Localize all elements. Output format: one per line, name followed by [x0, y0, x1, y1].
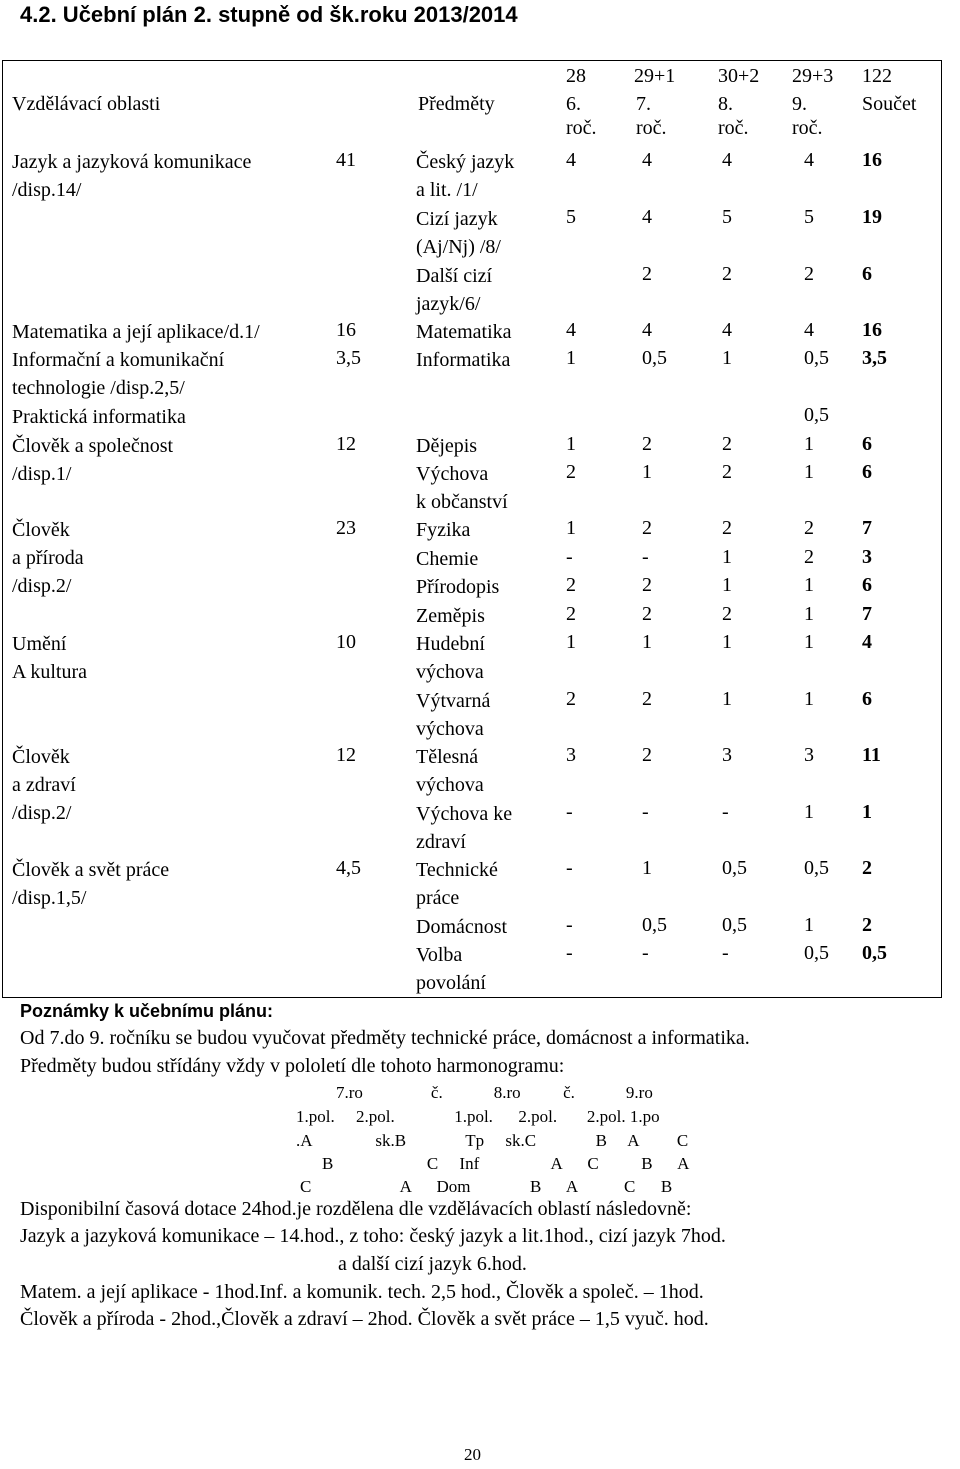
- notes-line-1: Od 7.do 9. ročníku se budou vyučovat předměty technické práce, domácnost a informatika.: [20, 1027, 750, 1049]
- grade-hours: 0,5: [642, 347, 667, 369]
- grade-hours: 0,5: [804, 347, 829, 369]
- notes-line-6: Matem. a její aplikace - 1hod.Inf. a komunik. tech. 2,5 hod., Člověk a společ. – 1hod.: [20, 1281, 704, 1303]
- header-grade: 9. roč.: [792, 93, 823, 139]
- grade-hours: 2: [642, 574, 652, 596]
- grade-hours: 1: [804, 801, 814, 823]
- subject-sum: 16: [862, 149, 882, 171]
- grade-hours: 2: [722, 517, 732, 539]
- grade-hours: 4: [642, 319, 652, 341]
- grade-hours: 2: [722, 263, 732, 285]
- subject-name: Dějepis: [416, 435, 478, 457]
- header-grade: 6. roč.: [566, 93, 597, 139]
- grade-hours: 2: [642, 688, 652, 710]
- notes-line-2: Předměty budou střídány vždy v pololetí dle tohoto harmonogramu:: [20, 1055, 565, 1077]
- subject-name: Volba povolání: [416, 944, 486, 994]
- area-name: Informační a komunikační technologie /disp.2,5/: [12, 349, 225, 399]
- subject-name: Chemie: [416, 548, 479, 570]
- schedule-line: 1.pol. 2.pol. 1.pol. 2.pol. 2.pol. 1.po: [296, 1107, 660, 1126]
- grade-hours: 2: [642, 263, 652, 285]
- subject-name: Výtvarná výchova: [416, 690, 491, 740]
- grade-hours: 1: [804, 631, 814, 653]
- grade-hours: 2: [566, 688, 576, 710]
- subject-sum: 6: [862, 574, 872, 596]
- grade-hours: -: [722, 942, 729, 964]
- area-hours: 12: [336, 744, 356, 766]
- subject-name: Tělesná výchova: [416, 746, 484, 796]
- grade-hours: 1: [566, 433, 576, 455]
- notes-line-5: a další cizí jazyk 6.hod.: [338, 1253, 527, 1275]
- subject-name: Technické práce: [416, 859, 498, 909]
- area-name: Člověk a zdraví /disp.2/: [12, 746, 76, 824]
- grade-hours: 2: [642, 517, 652, 539]
- grade-hours: 2: [722, 433, 732, 455]
- subject-name: Fyzika: [416, 519, 471, 541]
- subject-sum: 7: [862, 603, 872, 625]
- grade-hours: 0,5: [804, 942, 829, 964]
- grade-hours: -: [642, 942, 649, 964]
- grade-hours: 4: [566, 149, 576, 171]
- header-total: 28: [566, 65, 586, 87]
- grade-hours: 0,5: [722, 857, 747, 879]
- subject-name: Další cizí jazyk/6/: [416, 265, 493, 315]
- grade-hours: 2: [804, 546, 814, 568]
- grade-hours: 4: [722, 319, 732, 341]
- area-hours: 4,5: [336, 857, 361, 879]
- subject-sum: 0,5: [862, 942, 887, 964]
- grade-hours: 4: [804, 149, 814, 171]
- subject-name: Hudební výchova: [416, 633, 485, 683]
- grade-hours: -: [722, 801, 729, 823]
- area-name: Člověk a svět práce /disp.1,5/: [12, 859, 170, 909]
- subject-sum: 7: [862, 517, 872, 539]
- header-total: 122: [862, 65, 892, 87]
- area-name: Matematika a její aplikace/d.1/: [12, 321, 260, 343]
- area-hours: 10: [336, 631, 356, 653]
- grade-hours: 2: [722, 461, 732, 483]
- header-total: 29+1: [634, 65, 676, 87]
- grade-hours: 2: [722, 603, 732, 625]
- subject-name: Matematika: [416, 321, 512, 343]
- schedule-line: 7.ro č. 8.ro č. 9.ro: [336, 1083, 653, 1102]
- grade-hours: 0,5: [722, 914, 747, 936]
- grade-hours: 1: [804, 603, 814, 625]
- subject-sum: 2: [862, 857, 872, 879]
- notes-line-7: Člověk a příroda - 2hod.,Člověk a zdraví – 2hod. Člověk a svět práce – 1,5 vyuč. hod.: [20, 1308, 709, 1330]
- grade-hours: 1: [722, 347, 732, 369]
- subject-sum: 2: [862, 914, 872, 936]
- area-name: Umění A kultura: [12, 633, 87, 683]
- grade-hours: 4: [642, 206, 652, 228]
- grade-hours: -: [566, 857, 573, 879]
- notes-heading: Poznámky k učebnímu plánu:: [20, 1001, 274, 1021]
- grade-hours: 1: [804, 914, 814, 936]
- grade-hours: 1: [804, 461, 814, 483]
- grade-hours: 1: [722, 574, 732, 596]
- subject-sum: 16: [862, 319, 882, 341]
- grade-hours: 5: [722, 206, 732, 228]
- subject-name: Domácnost: [416, 916, 508, 938]
- subject-name: Přírodopis: [416, 576, 500, 598]
- grade-hours: -: [566, 546, 573, 568]
- subject-sum: 6: [862, 688, 872, 710]
- grade-hours: 1: [642, 857, 652, 879]
- header-total: 30+2: [718, 65, 760, 87]
- grade-hours: 1: [722, 688, 732, 710]
- grade-hours: 0,5: [804, 404, 829, 426]
- schedule-line: B C Inf A C B A: [322, 1154, 690, 1173]
- grade-hours: 2: [566, 574, 576, 596]
- grade-hours: 1: [642, 631, 652, 653]
- grade-hours: 2: [642, 744, 652, 766]
- area-hours: 23: [336, 517, 356, 539]
- grade-hours: -: [566, 914, 573, 936]
- grade-hours: 3: [566, 744, 576, 766]
- area-name: Praktická informatika: [12, 406, 186, 428]
- subject-name: Český jazyk a lit. /1/: [416, 151, 515, 201]
- header-grade: 7. roč.: [636, 93, 667, 139]
- area-name: Jazyk a jazyková komunikace /disp.14/: [12, 151, 252, 201]
- header-grade: 8. roč.: [718, 93, 749, 139]
- grade-hours: 1: [722, 631, 732, 653]
- grade-hours: 4: [566, 319, 576, 341]
- grade-hours: 1: [566, 347, 576, 369]
- grade-hours: 1: [804, 574, 814, 596]
- subject-sum: 6: [862, 263, 872, 285]
- subject-name: Zeměpis: [416, 605, 485, 627]
- subject-sum: 6: [862, 461, 872, 483]
- grade-hours: 2: [804, 263, 814, 285]
- subject-sum: 11: [862, 744, 881, 766]
- subject-sum: 3: [862, 546, 872, 568]
- grade-hours: 2: [566, 603, 576, 625]
- grade-hours: 4: [722, 149, 732, 171]
- page-number: 20: [464, 1445, 481, 1464]
- header-subjects-label: Předměty: [418, 93, 495, 115]
- notes-line-3: Disponibilní časová dotace 24hod.je rozdělena dle vzdělávacích oblastí následovně:: [20, 1198, 692, 1220]
- grade-hours: 1: [804, 688, 814, 710]
- subject-sum: 4: [862, 631, 872, 653]
- grade-hours: 1: [566, 631, 576, 653]
- grade-hours: 3: [722, 744, 732, 766]
- header-total: 29+3: [792, 65, 834, 87]
- grade-hours: -: [566, 942, 573, 964]
- grade-hours: -: [566, 801, 573, 823]
- grade-hours: 4: [642, 149, 652, 171]
- area-hours: 3,5: [336, 347, 361, 369]
- subject-sum: 19: [862, 206, 882, 228]
- grade-hours: 5: [566, 206, 576, 228]
- grade-hours: 2: [642, 603, 652, 625]
- grade-hours: 2: [642, 433, 652, 455]
- grade-hours: 0,5: [804, 857, 829, 879]
- header-area-label: Vzdělávací oblasti: [12, 93, 161, 115]
- grade-hours: 2: [804, 517, 814, 539]
- area-name: Člověk a příroda /disp.2/: [12, 519, 84, 597]
- grade-hours: 1: [642, 461, 652, 483]
- grade-hours: 1: [722, 546, 732, 568]
- page-title: 4.2. Učební plán 2. stupně od šk.roku 2013/2014: [20, 2, 518, 27]
- area-hours: 16: [336, 319, 356, 341]
- subject-name: Výchova ke zdraví: [416, 803, 513, 853]
- area-name: Člověk a společnost /disp.1/: [12, 435, 174, 485]
- subject-sum: 6: [862, 433, 872, 455]
- grade-hours: 5: [804, 206, 814, 228]
- schedule-line: .A sk.B Tp sk.C B A C: [296, 1131, 689, 1150]
- grade-hours: -: [642, 546, 649, 568]
- grade-hours: 1: [804, 433, 814, 455]
- subject-sum: 1: [862, 801, 872, 823]
- notes-line-4: Jazyk a jazyková komunikace – 14.hod., z toho: český jazyk a lit.1hod., cizí jazyk 7hod.: [20, 1225, 726, 1247]
- grade-hours: 1: [566, 517, 576, 539]
- subject-name: Cizí jazyk (Aj/Nj) /8/: [416, 208, 501, 258]
- grade-hours: 3: [804, 744, 814, 766]
- subject-sum: 3,5: [862, 347, 887, 369]
- schedule-line: C A Dom B A C B: [300, 1177, 673, 1196]
- area-hours: 12: [336, 433, 356, 455]
- subject-name: Informatika: [416, 349, 511, 371]
- area-hours: 41: [336, 149, 356, 171]
- grade-hours: -: [642, 801, 649, 823]
- subject-name: Výchova k občanství: [416, 463, 508, 513]
- grade-hours: 4: [804, 319, 814, 341]
- header-sum-label: Součet: [862, 93, 917, 115]
- grade-hours: 0,5: [642, 914, 667, 936]
- grade-hours: 2: [566, 461, 576, 483]
